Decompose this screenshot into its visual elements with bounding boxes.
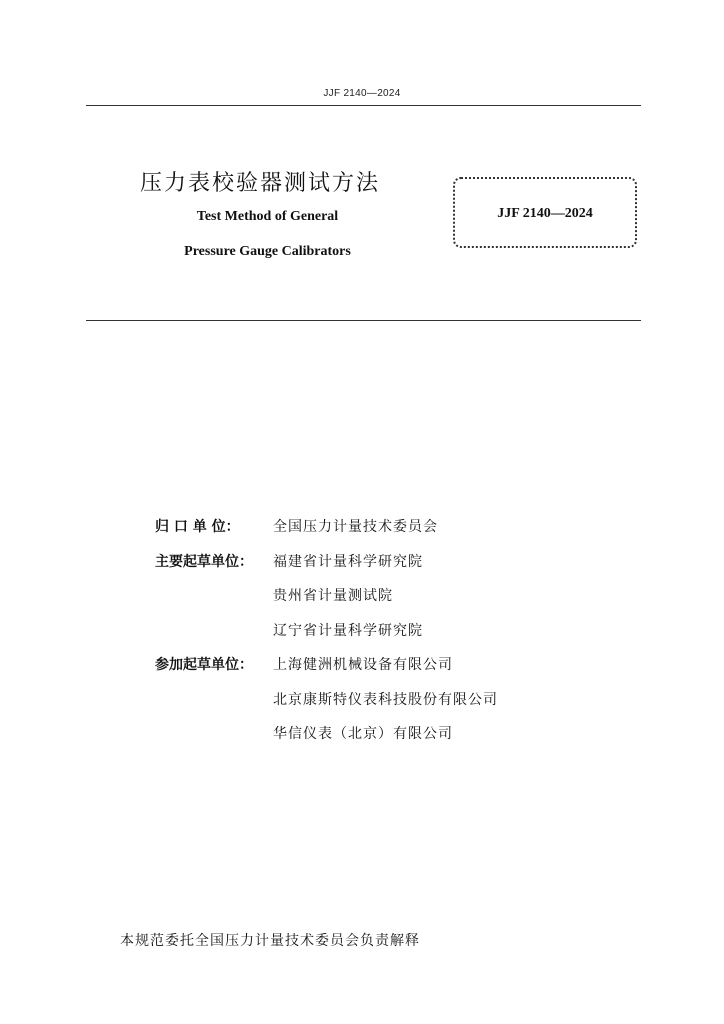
org-label: 主要起草单位： <box>155 553 253 570</box>
org-value: 贵州省计量测试院 <box>273 588 393 604</box>
org-row-participant-2 <box>155 689 498 724</box>
document-title-english-line2: Pressure Gauge Calibrators <box>184 244 351 259</box>
org-value: 全国压力计量技术委员会 <box>273 519 438 535</box>
org-value: 上海健洲机械设备有限公司 <box>273 657 453 673</box>
standard-code-box-text: JJF 2140—2024 <box>497 206 593 221</box>
org-row-participant-1 <box>155 654 498 689</box>
title-divider <box>86 320 641 321</box>
standard-code-box <box>453 177 637 248</box>
org-label: 归 口 单 位： <box>155 519 240 535</box>
org-value: 辽宁省计量科学研究院 <box>273 622 423 639</box>
org-value: 福建省计量科学研究院 <box>273 553 423 570</box>
header-divider <box>86 105 641 106</box>
org-row-participant-3 <box>155 723 498 758</box>
org-row-main-drafter-2 <box>155 585 498 620</box>
interpretation-note: 本规范委托全国压力计量技术委员会负责解释 <box>120 933 420 949</box>
org-value: 华信仪表（北京）有限公司 <box>273 726 453 742</box>
document-title-chinese: 压力表校验器测试方法 <box>140 171 381 196</box>
document-title-english-line1: Test Method of General <box>196 209 339 224</box>
org-row-main-drafter-3 <box>155 620 498 655</box>
organization-list <box>155 516 498 758</box>
org-row-responsible <box>155 516 498 551</box>
header-standard-code: JJF 2140—2024 <box>323 88 401 99</box>
org-label: 参加起草单位： <box>155 657 253 673</box>
org-value: 北京康斯特仪表科技股份有限公司 <box>273 691 498 708</box>
org-row-main-drafter-1 <box>155 551 498 586</box>
